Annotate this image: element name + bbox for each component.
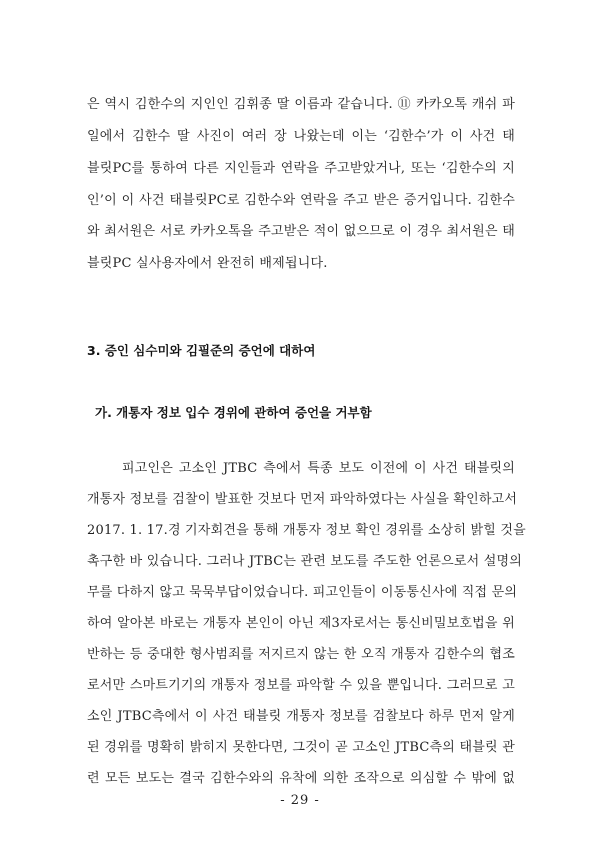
paragraph-2-line: 촉구한 바 있습니다. 그러나 JTBC는 관련 보도를 주도한 언론으로서 설명의 — [87, 554, 522, 569]
page-number: - 29 - — [280, 793, 320, 808]
paragraph-2-line: 련 모든 보도는 결국 김한수와의 유착에 의한 조작으로 의심할 수 밖에 없 — [87, 771, 515, 786]
paragraph-2-line: 반하는 등 중대한 형사범죄를 저지르지 않는 한 오직 개통자 김한수의 협조 — [87, 647, 515, 662]
paragraph-1-line: 일에서 김한수 딸 사진이 여러 장 나왔는데 이는 ‘김한수’가 이 사건 태 — [87, 129, 515, 144]
paragraph-1-line: 블릿PC를 통하여 다른 지인들과 연락을 주고받았거나, 또는 ‘김한수의 지 — [87, 161, 515, 176]
subsection-heading: 가. 개통자 정보 입수 경위에 관하여 증언을 거부함 — [95, 405, 372, 420]
paragraph-2-line: 된 경위를 명확히 밝히지 못한다면, 그것이 곧 고소인 JTBC측의 태블릿 관 — [87, 740, 515, 755]
paragraph-2-line: 소인 JTBC측에서 이 사건 태블릿 개통자 정보를 검찰보다 하루 먼저 알게 — [87, 709, 515, 724]
paragraph-2-line: 2017. 1. 17.경 기자회견을 통해 개통자 정보 확인 경위를 소상히 밝힐 것을 — [87, 523, 526, 538]
paragraph-1-line: 은 역시 김한수의 지인인 김휘종 딸 이름과 같습니다. ⑪ 카카오톡 캐쉬 파 — [87, 97, 515, 112]
paragraph-1-line: 와 최서원은 서로 카카오톡을 주고받은 적이 없으므로 이 경우 최서원은 태 — [87, 224, 515, 239]
section-heading: 3. 증인 심수미와 김필준의 증언에 대하여 — [87, 343, 316, 358]
paragraph-2-line: 피고인은 고소인 JTBC 측에서 특종 보도 이전에 이 사건 태블릿의 — [122, 461, 515, 476]
paragraph-2-line: 무를 다하지 않고 묵묵부답이었습니다. 피고인들이 이동통신사에 직접 문의 — [87, 585, 518, 600]
paragraph-2-line: 개통자 정보를 검찰이 발표한 것보다 먼저 파악하였다는 사실을 확인하고서 — [87, 492, 518, 507]
paragraph-2-line: 로서만 스마트기기의 개통자 정보를 파악할 수 있을 뿐입니다. 그러므로 고 — [87, 678, 515, 693]
paragraph-1-line: 인’이 이 사건 태블릿PC로 김한수와 연락을 주고 받은 증거입니다. 김한수 — [87, 193, 515, 208]
paragraph-2-line: 하여 알아본 바로는 개통자 본인이 아닌 제3자로서는 통신비밀보호법을 위 — [87, 616, 515, 631]
paragraph-1-line: 블릿PC 실사용자에서 완전히 배제됩니다. — [87, 256, 328, 271]
